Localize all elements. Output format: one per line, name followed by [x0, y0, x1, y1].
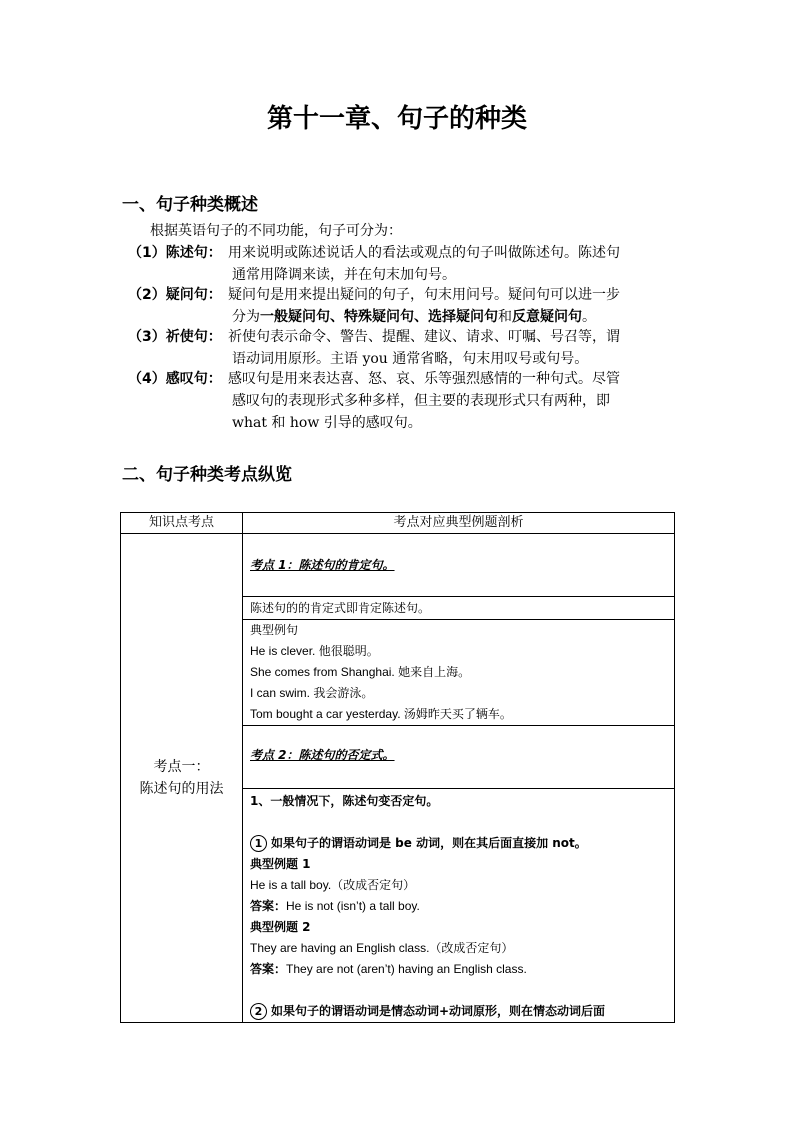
rule-2: 2 如果句子的谓语动词是情态动词+动词原形，则在情态动词后面	[250, 1001, 667, 1022]
negative-cell	[243, 789, 675, 1023]
kp2-title: 考点 2：陈述句的否定式。	[250, 748, 395, 762]
type-exclamatory	[128, 368, 680, 434]
intro-text: 根据英语句子的不同功能，句子可分为：	[150, 223, 402, 239]
topic-table	[120, 512, 675, 1023]
type-desc-line: 感叹句的表现形式多种多样，但主要的表现形式只有两种，即	[232, 393, 610, 409]
topic-number: 考点一：	[153, 759, 210, 775]
examples-cell	[243, 620, 675, 726]
example-2-question: They are having an English class.（改成否定句）	[250, 941, 514, 955]
kp2-cell	[243, 726, 675, 789]
table-header-right: 考点对应典型例题剖析	[243, 513, 675, 534]
type-desc-line: 分为一般疑问句、特殊疑问句、选择疑问句和反意疑问句。	[232, 309, 596, 325]
definition-cell: 陈述句的的肯定式即肯定陈述句。	[243, 597, 675, 620]
example-2-answer: 答案：They are not (aren’t) having an English class.	[250, 962, 527, 976]
type-desc-line: 感叹句是用来表达喜、怒、哀、乐等强烈感情的一种句式。尽管	[228, 371, 620, 387]
neg-intro: 1、一般情况下，陈述句变否定句。	[250, 794, 439, 808]
section-heading-overview: 一、句子种类概述	[122, 195, 258, 215]
type-desc-line: 通常用降调来读，并在句末加句号。	[232, 267, 456, 283]
type-label: （2）疑问句：	[128, 287, 222, 303]
kp1-cell	[243, 534, 675, 597]
page-title: 第十一章、句子的种类	[266, 104, 527, 134]
topic-cell	[121, 534, 243, 1023]
example-line: He is clever. 他很聪明。	[250, 644, 379, 658]
example-1-answer: 答案：He is not (isn’t) a tall boy.	[250, 899, 420, 913]
example-line: She comes from Shanghai. 她来自上海。	[250, 665, 471, 679]
type-desc-line: 祈使句表示命令、警告、提醒、建议、请求、叮嘱、号召等，谓	[228, 329, 620, 345]
type-desc-line: 用来说明或陈述说话人的看法或观点的句子叫做陈述句。陈述句	[228, 245, 620, 261]
topic-name: 陈述句的用法	[139, 781, 224, 797]
example-line: I can swim. 我会游泳。	[250, 686, 374, 700]
rule-1: 1 如果句子的谓语动词是 be 动词，则在其后面直接加 not。	[250, 833, 667, 854]
kp1-title: 考点 1：陈述句的肯定句。	[250, 558, 395, 572]
type-declarative	[128, 242, 680, 286]
type-label: （4）感叹句：	[128, 371, 222, 387]
example-line: Tom bought a car yesterday. 汤姆昨天买了辆车。	[250, 707, 512, 721]
circled-number-2: 2	[250, 1003, 267, 1020]
table-header-left: 知识点考点	[121, 513, 243, 534]
type-desc-line: 语动词用原形。主语 you 通常省略，句末用叹号或句号。	[232, 351, 589, 367]
type-label: （3）祈使句：	[128, 329, 222, 345]
type-desc-line: 疑问句是用来提出疑问的句子，句末用问号。疑问句可以进一步	[228, 287, 620, 303]
type-interrogative	[128, 284, 680, 328]
examples-title: 典型例句	[250, 623, 299, 637]
type-label: （1）陈述句：	[128, 245, 222, 261]
example-2-title: 典型例题 2	[250, 920, 311, 934]
example-1-question: He is a tall boy.（改成否定句）	[250, 878, 416, 892]
type-imperative	[128, 326, 680, 370]
type-desc-line: what 和 how 引导的感叹句。	[232, 415, 422, 431]
section-heading-overview-table: 二、句子种类考点纵览	[122, 465, 292, 485]
circled-number-1: 1	[250, 835, 267, 852]
example-1-title: 典型例题 1	[250, 857, 311, 871]
